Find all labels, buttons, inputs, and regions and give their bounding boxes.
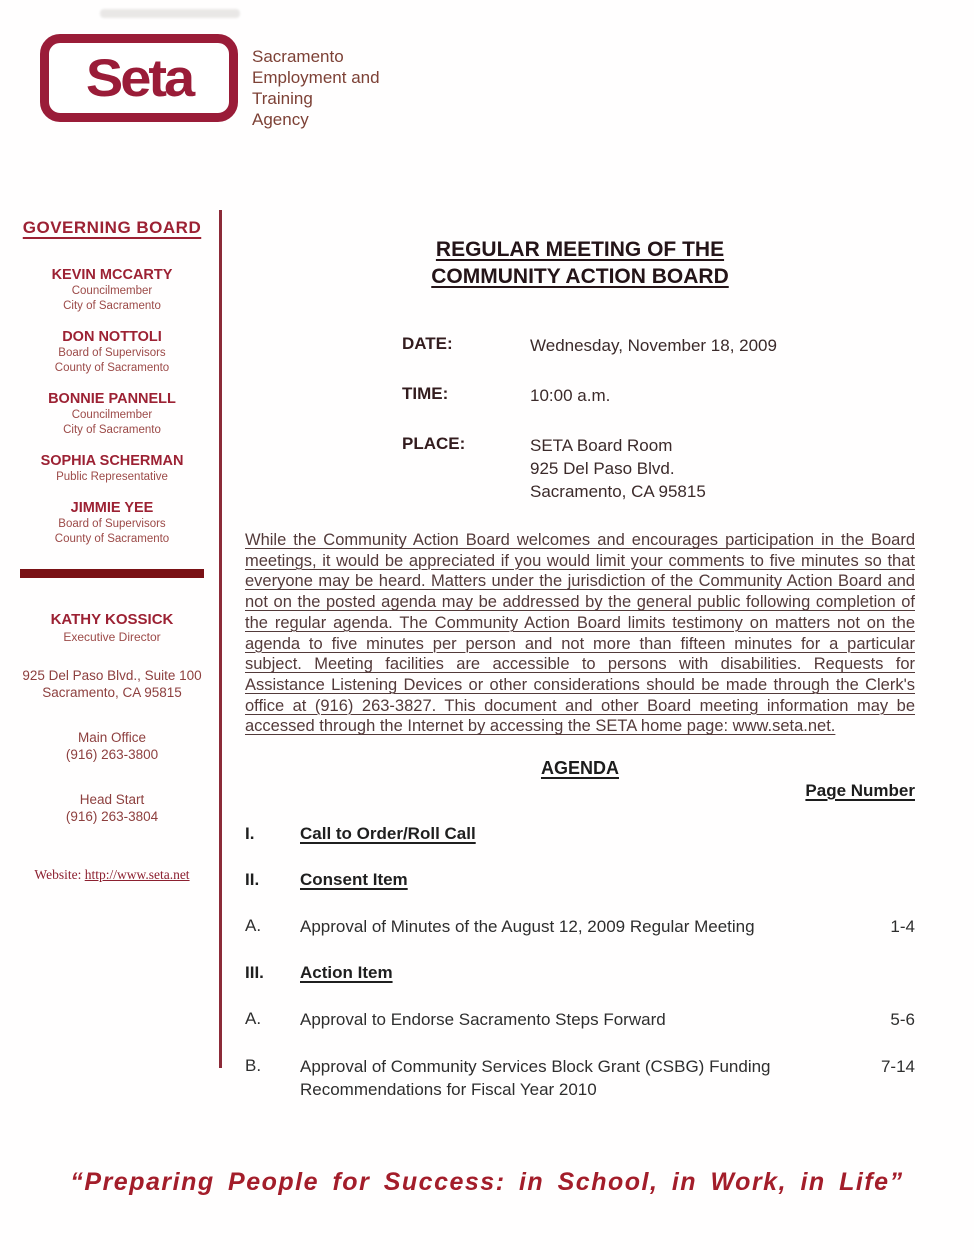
public-participation-notice: While the Community Action Board welcomes and encourages participation in the Board meetings, it would be appreciated if you would limit your comments to five minutes so that everyone may be heard. Matters under the jurisdiction of the Community Action Board and not on the posted agenda may be addressed by the general public following completion of the regular agenda. The Community Action Board limits testimony on matters not on the agenda to five minutes per person and not more than fifteen minutes for a particular subject. Meeting facilities are accessible to persons with disabilities. Requests for Assistance Listening Devices or other considerations should be made through the Clerk's office at (916) 263-3827. This document and other Board meeting information may be accessed through the Internet by accessing the SETA home page: www.seta.net. [245,531,915,736]
member-org: County of Sacramento [54,533,170,545]
agenda-heading: AGENDA [540,758,619,779]
agency-address [18,667,206,701]
agenda-item [245,915,915,938]
meta-time [402,384,915,407]
member-name: SOPHIA SCHERMAN [40,453,184,469]
agenda-section-consent-item [245,869,915,891]
item-text: Approval of Minutes of the August 12, 2009 Regular Meeting [300,917,755,937]
agenda-list [245,823,915,1101]
item-letter: B. [245,1056,262,1076]
scan-artifact [100,9,240,18]
contact-phone: (916) 263-3800 [65,747,159,762]
section-numeral: I. [245,824,255,844]
member-name: KEVIN MCCARTY [51,267,173,283]
date-value: Wednesday, November 18, 2009 [530,336,777,355]
sidebar [18,218,206,883]
member-org: City of Sacramento [63,300,161,312]
item-text: Approval to Endorse Sacramento Steps Forward [300,1010,666,1030]
contact-phone: (916) 263-3804 [65,809,159,824]
section-title: Call to Order/Roll Call [300,824,476,844]
place-line: 925 Del Paso Blvd. [530,459,675,478]
item-page-range: 1-4 [890,917,915,937]
member-role: Board of Supervisors [58,518,166,530]
meta-place [402,434,915,503]
item-text: Approval of Community Services Block Grant (CSBG) Funding Recommendations for Fiscal Year 2010 [300,1057,771,1100]
agency-name [252,34,380,130]
meeting-title [245,236,915,290]
time-label: TIME: [402,384,449,403]
header [40,34,380,130]
website-line [18,867,206,883]
motto-quote: “Preparing People for Success: in School, in Work, in Life” [70,1168,904,1196]
member-name: DON NOTTOLI [62,329,162,345]
item-letter: A. [245,916,262,936]
place-line: SETA Board Room [530,436,673,455]
seta-logo [40,34,238,122]
meeting-title-line: REGULAR MEETING OF THE [435,238,725,261]
section-numeral: II. [245,870,260,890]
governing-board-heading: GOVERNING BOARD [22,218,202,237]
member-org: County of Sacramento [54,362,170,374]
address-line: 925 Del Paso Blvd., Suite 100 [22,668,202,683]
member-role: Public Representative [56,471,168,483]
footer [0,1168,974,1197]
section-title: Consent Item [300,870,408,890]
head-start-contact [18,791,206,825]
member-role: Board of Supervisors [58,347,166,359]
address-line: Sacramento, CA 95815 [42,685,182,700]
member-name: JIMMIE YEE [70,500,154,516]
website-link[interactable]: http://www.seta.net [84,867,190,882]
agency-name-line: Agency [252,110,309,129]
member-role: Councilmember [71,285,153,297]
agenda-item [245,1008,915,1031]
director-title: Executive Director [63,630,161,644]
board-member [18,452,206,485]
director-name: KATHY KOSSICK [50,611,174,628]
page-number-heading: Page Number [805,781,915,801]
board-member [18,266,206,314]
seta-logo-mark: Seta [85,47,193,108]
place-value [530,434,706,503]
place-line: Sacramento, CA 95815 [530,482,706,501]
item-letter: A. [245,1009,262,1029]
executive-director [18,610,206,645]
date-label: DATE: [402,334,453,353]
vertical-rule [219,210,222,1068]
agenda-item [245,1055,915,1101]
board-member [18,499,206,547]
member-org: City of Sacramento [63,424,161,436]
board-member [18,390,206,438]
board-member [18,328,206,376]
meeting-title-line: COMMUNITY ACTION BOARD [431,265,729,288]
agenda-section-action-item [245,962,915,984]
place-label: PLACE: [402,434,466,453]
website-label: Website: [34,867,82,882]
item-page-range: 7-14 [880,1057,915,1077]
member-role: Councilmember [71,409,153,421]
member-name: BONNIE PANNELL [48,391,176,407]
time-value: 10:00 a.m. [530,386,611,405]
item-page-range: 5-6 [890,1010,915,1030]
main-content [245,236,915,1125]
agency-name-line: Sacramento [252,47,344,66]
agency-name-line: Training [252,89,313,108]
meta-date [402,334,915,357]
agency-name-line: Employment and [252,68,380,87]
section-numeral: III. [245,963,264,983]
sidebar-divider [20,569,204,578]
section-title: Action Item [300,963,393,983]
main-office-contact [18,729,206,763]
contact-label: Head Start [79,792,145,807]
agenda-section-call-to-order [245,823,915,845]
contact-label: Main Office [77,730,147,745]
